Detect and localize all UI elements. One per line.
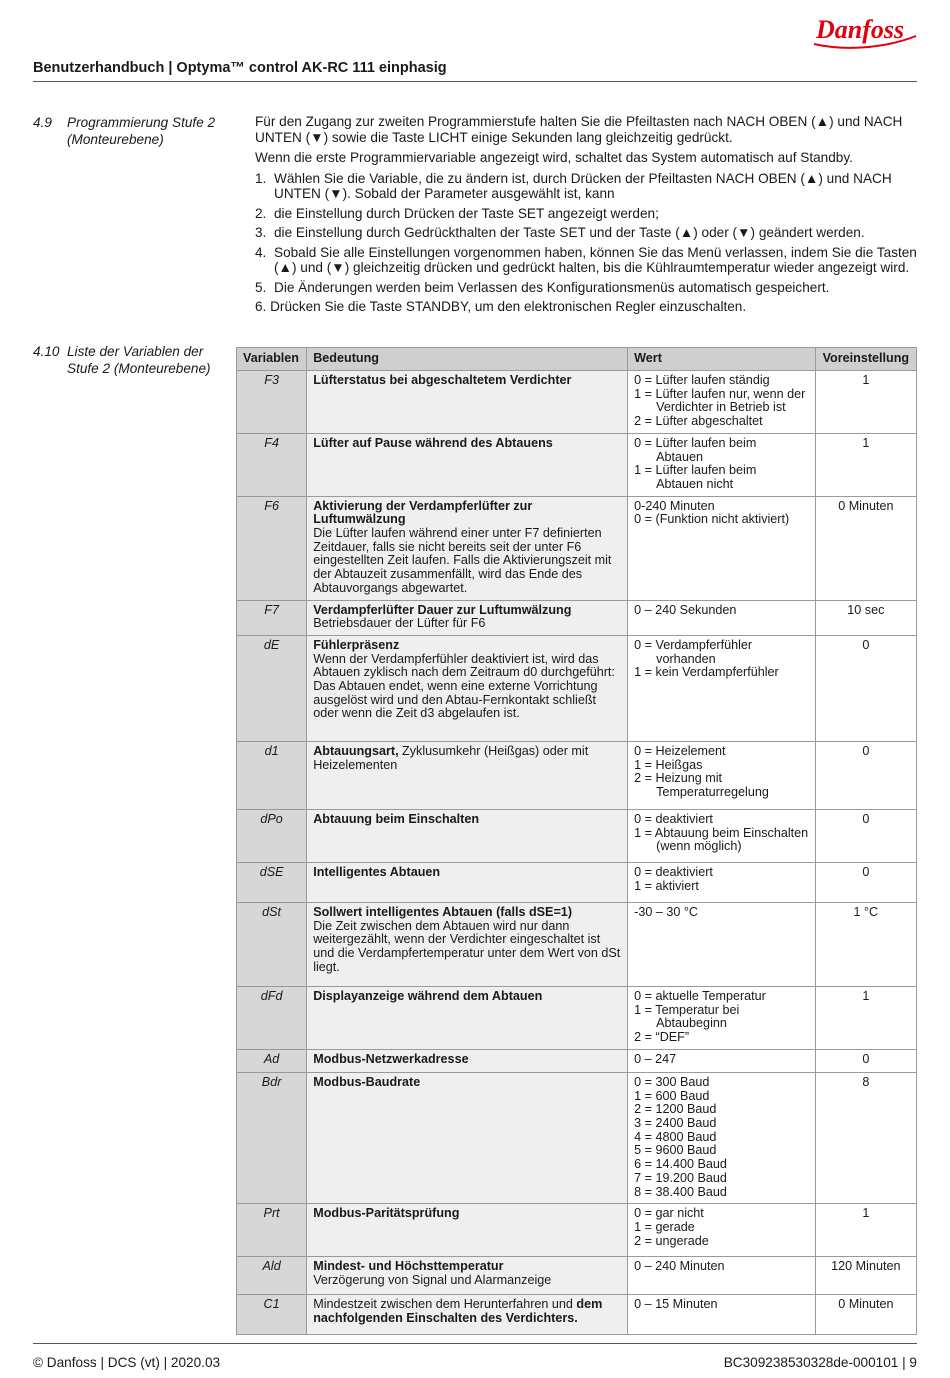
- meaning-title: dem nachfolgenden Einschalten des Verdichters.: [313, 1297, 603, 1325]
- value-line: 0 – 240 Sekunden: [634, 602, 737, 617]
- variable-code: dSE: [237, 862, 307, 902]
- value-line: 0 = Lüfter laufen ständig: [634, 373, 770, 387]
- value-line: 1 = Abtauung beim Einschalten: [634, 825, 809, 840]
- value-line: 8 = 38.400 Baud: [634, 1184, 727, 1199]
- variable-values: [628, 1072, 816, 1203]
- footer-right: BC309238530328de-000101 | 9: [723, 1355, 917, 1370]
- meaning-description: Die Lüfter laufen während einer unter F7 definierten Zeitdauer, falls sie nicht bereits seit der unter F6 eingestellten Zeit laufen. Falls die Aktivierungszeit mit der Abtauzeit zusammenfällt, wird das Ende des Abtauvorgangs abgewartet.: [313, 526, 612, 595]
- variable-meaning: [307, 862, 628, 902]
- step-number: 3.: [255, 225, 267, 240]
- step-text: die Einstellung durch Gedrückthalten der Taste SET und der Taste (▲) oder (▼) geändert werden.: [274, 225, 865, 240]
- meaning-title: Modbus-Netzwerkadresse: [313, 1051, 469, 1066]
- column-header-default: Voreinstellung: [815, 348, 916, 371]
- table-row: [237, 635, 917, 741]
- default-value: 0: [815, 635, 916, 741]
- list-item: [255, 299, 920, 315]
- variable-meaning: [307, 741, 628, 809]
- variable-values: [628, 600, 816, 635]
- meaning-title: Modbus-Baudrate: [313, 1074, 421, 1089]
- step-number: 1.: [255, 170, 267, 186]
- variable-values: [628, 433, 816, 496]
- variable-values: [628, 986, 816, 1049]
- table-row: [237, 1295, 917, 1335]
- table-row: [237, 902, 917, 986]
- variable-code: F7: [237, 600, 307, 635]
- meaning-title: Intelligentes Abtauen: [313, 864, 441, 879]
- steps-list: [255, 171, 920, 315]
- variables-table: [236, 347, 917, 1335]
- variable-meaning: [307, 433, 628, 496]
- value-line: 7 = 19.200 Baud: [634, 1170, 727, 1185]
- variable-code: F6: [237, 496, 307, 600]
- variable-meaning: [307, 1295, 628, 1335]
- section-title: Liste der Variablen der Stufe 2 (Monteurebene): [67, 344, 211, 376]
- table-row: [237, 862, 917, 902]
- value-line: 2 = Lüfter abgeschaltet: [634, 414, 763, 429]
- variable-code: dE: [237, 635, 307, 741]
- value-line: 1 = Heißgas: [634, 757, 703, 772]
- step-text: Die Änderungen werden beim Verlassen des Konfigurationsmenüs automatisch gespeichert.: [274, 279, 830, 295]
- default-value: 1: [815, 371, 916, 434]
- variable-values: [628, 809, 816, 862]
- list-item: [255, 206, 920, 222]
- table-row: [237, 1049, 917, 1072]
- variable-code: dFd: [237, 986, 307, 1049]
- meaning-lead-text: Mindestzeit zwischen dem Herunterfahren und: [313, 1297, 577, 1312]
- variable-meaning: [307, 1049, 628, 1072]
- step-text: 6. Drücken Sie die Taste STANDBY, um den elektronischen Regler einzuschalten.: [255, 299, 747, 314]
- value-line: 2 = “DEF”: [634, 1030, 690, 1045]
- meaning-title: Abtauung beim Einschalten: [313, 811, 480, 826]
- variable-code: F3: [237, 371, 307, 434]
- list-item: [255, 280, 920, 296]
- value-line: 0 = Verdampferfühler: [634, 637, 753, 652]
- step-text: Sobald Sie alle Einstellungen vorgenommen haben, können Sie das Menü verlassen, indem Sie die Tasten (▲) und (▼) gleichzeitig drücken und gedrückt halten, bis die Kühlraumtemperatur wieder angezeigt wird.: [274, 244, 917, 275]
- footer-rule: [33, 1343, 917, 1344]
- column-header-meaning: Bedeutung: [307, 348, 628, 371]
- variable-code: dSt: [237, 902, 307, 986]
- value-line: 2 = ungerade: [634, 1233, 709, 1248]
- value-line: 0-240 Minuten: [634, 498, 715, 513]
- value-line: 0 = Heizelement: [634, 743, 726, 758]
- default-value: 0: [815, 862, 916, 902]
- value-line: 0 = 300 Baud: [634, 1074, 710, 1089]
- default-value: 0: [815, 1049, 916, 1072]
- table-row: [237, 1072, 917, 1203]
- value-line: 1 = Lüfter laufen beim: [634, 463, 757, 478]
- value-line: vorhanden: [656, 651, 716, 666]
- programming-instructions: [255, 114, 920, 319]
- section-title: Programmierung Stufe 2 (Monteurebene): [67, 115, 216, 147]
- value-line: Abtauen nicht: [656, 476, 734, 491]
- variable-code: Bdr: [237, 1072, 307, 1203]
- value-line: 0 = gar nicht: [634, 1206, 704, 1221]
- meaning-title: Sollwert intelligentes Abtauen (falls dSE=1): [313, 904, 573, 919]
- table-header-row: [237, 348, 917, 371]
- default-value: 0: [815, 741, 916, 809]
- value-line: Verdichter in Betrieb ist: [656, 400, 786, 415]
- value-line: 1 = Temperatur bei: [634, 1002, 740, 1017]
- variable-values: [628, 496, 816, 600]
- meaning-title: Aktivierung der Verdampferlüfter zur Luftumwälzung: [313, 498, 533, 527]
- meaning-description: Betriebsdauer der Lüfter für F6: [313, 616, 486, 631]
- meaning-title: Abtauungsart,: [313, 743, 399, 758]
- default-value: 0 Minuten: [815, 496, 916, 600]
- variable-values: [628, 1204, 816, 1257]
- variable-meaning: [307, 371, 628, 434]
- value-line: (wenn möglich): [656, 839, 742, 854]
- value-line: 0 = deaktiviert: [634, 864, 713, 879]
- step-number: 5.: [255, 279, 267, 295]
- list-item: [255, 171, 920, 202]
- variable-meaning: [307, 902, 628, 986]
- value-line: 2 = Heizung mit: [634, 771, 722, 786]
- variable-meaning: [307, 809, 628, 862]
- section-number: 4.9: [33, 115, 52, 130]
- default-value: 10 sec: [815, 600, 916, 635]
- variable-values: [628, 635, 816, 741]
- default-value: 1 °C: [815, 902, 916, 986]
- value-line: 0 = (Funktion nicht aktiviert): [634, 512, 790, 527]
- meaning-description: Wenn der Verdampferfühler deaktiviert ist, wird das Abtauen zyklisch nach dem Zeitraum d0 durchgeführt: Das Abtauen endet, wenn eine externe Vorrichtung ausgelöst wird und den Abtau-Fernkontakt schließt oder wenn die Zeit d3 abgelaufen ist.: [313, 651, 615, 721]
- table-row: [237, 1257, 917, 1295]
- value-line: 0 – 240 Minuten: [634, 1259, 725, 1274]
- variable-code: Prt: [237, 1204, 307, 1257]
- default-value: 0: [815, 809, 916, 862]
- variable-meaning: [307, 600, 628, 635]
- value-line: Abtaubeginn: [656, 1016, 727, 1031]
- meaning-title: Modbus-Paritätsprüfung: [313, 1206, 460, 1221]
- variable-meaning: [307, 986, 628, 1049]
- table-row: [237, 600, 917, 635]
- meaning-title: Lüfter auf Pause während des Abtauens: [313, 435, 553, 450]
- value-line: 5 = 9600 Baud: [634, 1143, 717, 1158]
- logo-text: Danfoss: [816, 15, 905, 44]
- variable-meaning: [307, 496, 628, 600]
- danfoss-logo: [810, 6, 920, 52]
- column-header-value: Wert: [628, 348, 816, 371]
- step-text: die Einstellung durch Drücken der Taste SET angezeigt werden;: [274, 205, 659, 221]
- table-row: [237, 1204, 917, 1257]
- variable-meaning: [307, 635, 628, 741]
- value-line: Abtauen: [656, 449, 704, 464]
- default-value: 1: [815, 1204, 916, 1257]
- meaning-title-rest: Zyklusumkehr (Heißgas) oder mit Heizelementen: [313, 743, 589, 772]
- variable-values: [628, 371, 816, 434]
- variable-code: d1: [237, 741, 307, 809]
- footer-left: © Danfoss | DCS (vt) | 2020.03: [33, 1355, 221, 1370]
- meaning-title: Lüfterstatus bei abgeschaltetem Verdichter: [313, 373, 572, 387]
- value-line: 0 = deaktiviert: [634, 811, 713, 826]
- variable-code: C1: [237, 1295, 307, 1335]
- meaning-description: Verzögerung von Signal und Alarmanzeige: [313, 1272, 552, 1287]
- variable-values: [628, 741, 816, 809]
- variable-meaning: [307, 1204, 628, 1257]
- default-value: 120 Minuten: [815, 1257, 916, 1295]
- intro-paragraph: Für den Zugang zur zweiten Programmierstufe halten Sie die Pfeiltasten nach NACH OBEN (▲) und NACH UNTEN (▼) sowie die Taste LICHT einige Sekunden lang gleichzeitig gedrückt.: [255, 114, 903, 145]
- value-line: 2 = 1200 Baud: [634, 1102, 717, 1117]
- value-line: 1 = kein Verdampferfühler: [634, 665, 779, 680]
- table-row: [237, 986, 917, 1049]
- default-value: 1: [815, 986, 916, 1049]
- default-value: 1: [815, 433, 916, 496]
- value-line: 1 = gerade: [634, 1219, 695, 1234]
- standby-paragraph: Wenn die erste Programmiervariable angezeigt wird, schaltet das System automatisch auf Standby.: [255, 150, 853, 165]
- list-item: [255, 245, 920, 276]
- variable-meaning: [307, 1072, 628, 1203]
- document-title: Benutzerhandbuch | Optyma™ control AK-RC 111 einphasig: [33, 60, 447, 76]
- variable-values: [628, 862, 816, 902]
- list-item: [255, 225, 920, 241]
- value-line: 3 = 2400 Baud: [634, 1116, 717, 1131]
- meaning-title: Fühlerpräsenz: [313, 637, 400, 652]
- value-line: 0 = aktuelle Temperatur: [634, 988, 766, 1003]
- value-line: 0 – 15 Minuten: [634, 1297, 718, 1312]
- variable-code: Ald: [237, 1257, 307, 1295]
- meaning-description: Die Zeit zwischen dem Abtauen wird nur dann weitergezählt, wenn der Verdichter eingeschaltet ist und die Verdampfertemperatur unter dem Wert von dSt liegt.: [313, 918, 621, 974]
- meaning-title: Displayanzeige während dem Abtauen: [313, 988, 543, 1003]
- default-value: 0 Minuten: [815, 1295, 916, 1335]
- step-number: 4.: [255, 244, 267, 260]
- value-line: 1 = Lüfter laufen nur, wenn der: [634, 386, 806, 401]
- value-line: -30 – 30 °C: [634, 904, 698, 919]
- header-rule: [33, 81, 917, 82]
- table-row: [237, 433, 917, 496]
- variable-code: dPo: [237, 809, 307, 862]
- section-number: 4.10: [33, 344, 60, 359]
- table-row: [237, 371, 917, 434]
- column-header-variables: Variablen: [237, 348, 307, 371]
- value-line: 6 = 14.400 Baud: [634, 1157, 727, 1172]
- value-line: 0 = Lüfter laufen beim: [634, 435, 757, 450]
- meaning-title: Verdampferlüfter Dauer zur Luftumwälzung: [313, 602, 572, 617]
- variable-meaning: [307, 1257, 628, 1295]
- value-line: 4 = 4800 Baud: [634, 1129, 717, 1144]
- variable-values: [628, 1295, 816, 1335]
- variable-values: [628, 1049, 816, 1072]
- table-row: [237, 496, 917, 600]
- default-value: 8: [815, 1072, 916, 1203]
- variable-code: F4: [237, 433, 307, 496]
- value-line: 0 – 247: [634, 1051, 677, 1066]
- value-line: 1 = 600 Baud: [634, 1088, 710, 1103]
- table-row: [237, 741, 917, 809]
- variable-values: [628, 1257, 816, 1295]
- value-line: 1 = aktiviert: [634, 878, 699, 893]
- table-row: [237, 809, 917, 862]
- step-text: Wählen Sie die Variable, die zu ändern ist, durch Drücken der Pfeiltasten NACH OBEN (▲) und NACH UNTEN (▼). Sobald der Parameter ausgewählt ist, kann: [274, 170, 892, 201]
- meaning-title: Mindest- und Höchsttemperatur: [313, 1259, 504, 1274]
- variable-values: [628, 902, 816, 986]
- variable-code: Ad: [237, 1049, 307, 1072]
- step-number: 2.: [255, 205, 267, 221]
- value-line: Temperaturregelung: [656, 785, 769, 800]
